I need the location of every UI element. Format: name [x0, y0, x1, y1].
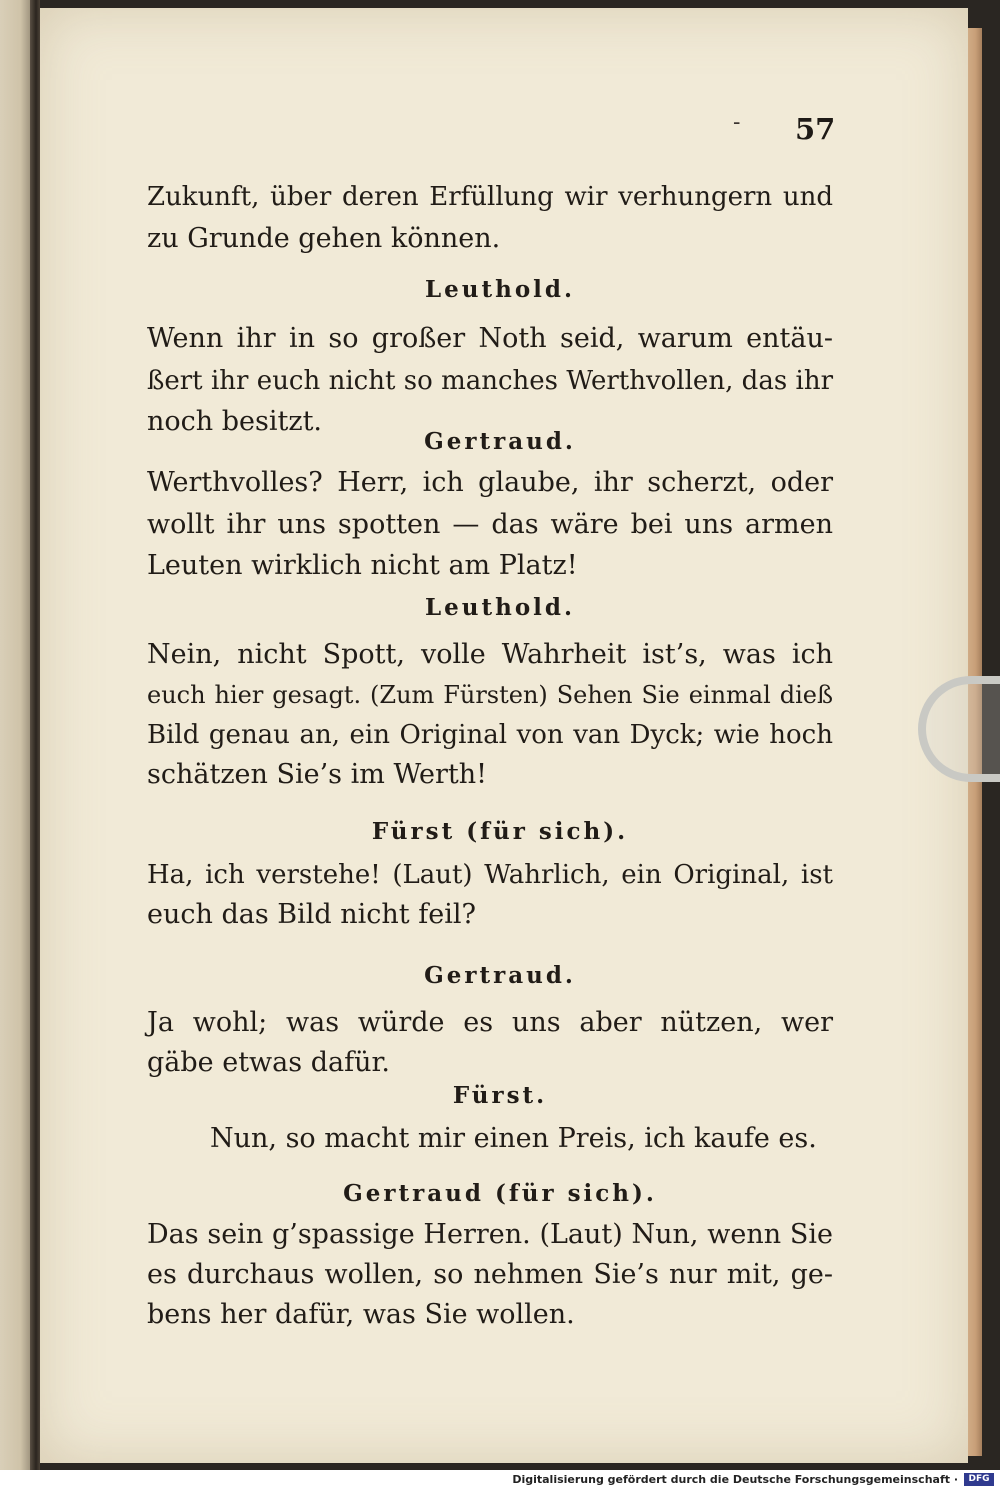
text-line: ßert ihr euch nicht so manches Werthvollen, das ihr [147, 366, 833, 396]
text-line: Nun, so macht mir einen Preis, ich kaufe es. [210, 1123, 817, 1154]
facing-page-edge [0, 0, 34, 1470]
speaker-leuthold: Leuthold. [424, 276, 576, 303]
speaker-gertraud: Gertraud (für sich). [343, 1180, 657, 1207]
speaker-gertraud: Gertraud. [424, 962, 576, 989]
text-line: euch das Bild nicht feil? [147, 899, 476, 930]
text-line: Nein, nicht Spott, volle Wahrheit ist’s, was ich [147, 639, 833, 670]
page-number: 57 [795, 112, 836, 146]
text-line: Ha, ich verstehe! (Laut) Wahrlich, ein Original, ist [147, 860, 833, 890]
text-line: Das sein g’spassige Herren. (Laut) Nun, wenn Sie [147, 1219, 833, 1250]
speaker-fuerst: Fürst. [452, 1082, 548, 1109]
text-line: Ja wohl; was würde es uns aber nützen, wer [147, 1007, 833, 1038]
text-line: zu Grunde gehen können. [147, 223, 501, 254]
text-line: Werthvolles? Herr, ich glaube, ihr scherzt, oder [147, 467, 833, 498]
text-line: Bild genau an, ein Original von van Dyck; wie hoch [147, 720, 833, 750]
text-line: gäbe etwas dafür. [147, 1047, 390, 1078]
text-line: schätzen Sie’s im Werth! [147, 759, 487, 790]
book-gutter [30, 0, 40, 1470]
dfg-logo-icon: DFG [964, 1473, 994, 1486]
header-mark: - [733, 110, 741, 135]
footer-credit: Digitalisierung gefördert durch die Deutsche Forschungsgemeinschaft · [512, 1473, 958, 1486]
text-line: Wenn ihr in so großer Noth seid, warum entäu- [147, 323, 833, 354]
speaker-leuthold: Leuthold. [424, 594, 576, 621]
speaker-gertraud: Gertraud. [424, 428, 576, 455]
text-line: euch hier gesagt. (Zum Fürsten) Sehen Sie einmal dieß [147, 681, 833, 709]
footer-bar [0, 1470, 1000, 1490]
text-line: Leuten wirklich nicht am Platz! [147, 550, 578, 581]
text-line: wollt ihr uns spotten — das wäre bei uns armen [147, 509, 833, 540]
text-line: noch besitzt. [147, 406, 322, 437]
text-line: Zukunft, über deren Erfüllung wir verhungern und [147, 182, 833, 212]
text-line: es durchaus wollen, so nehmen Sie’s nur mit, ge- [147, 1259, 833, 1290]
speaker-fuerst: Fürst (für sich). [371, 818, 629, 845]
text-line: bens her dafür, was Sie wollen. [147, 1299, 575, 1330]
